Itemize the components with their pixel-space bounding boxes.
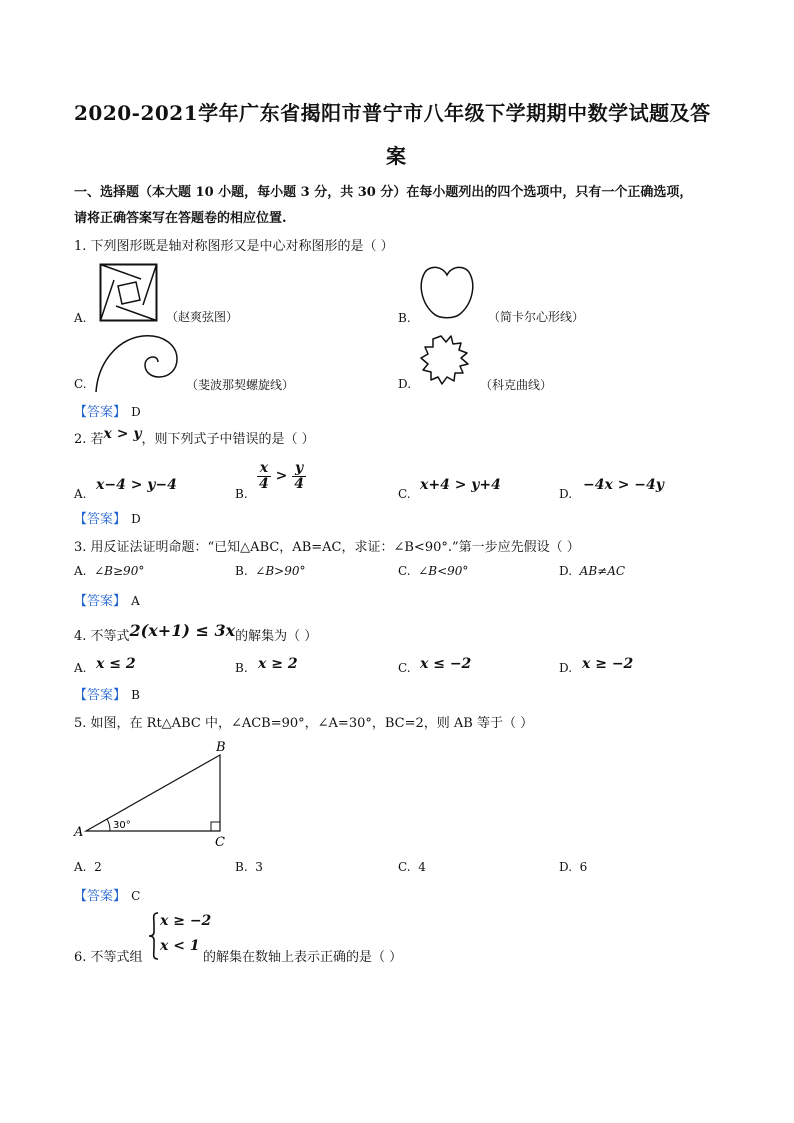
page-title-continued: 案 xyxy=(386,144,407,168)
answer-value: A xyxy=(131,594,140,608)
q2-option-a-letter: A. xyxy=(74,487,87,501)
q3-option-d: D. AB≠AC xyxy=(559,564,626,578)
q4-option-c-expr: x ≤ −2 xyxy=(420,656,472,672)
angle-label: 30° xyxy=(113,820,131,831)
answer-value: B xyxy=(131,688,140,702)
right-triangle-diagram xyxy=(70,738,240,850)
question-4-stem: 4. 不等式2(x+1) ≤ 3x的解集为（ ） xyxy=(74,621,318,644)
q4-option-c-letter: C. xyxy=(398,661,411,675)
q3-option-a: A. ∠B≥90° xyxy=(74,564,145,578)
q4-option-b-expr: x ≥ 2 xyxy=(258,656,298,672)
vertex-label-c: C xyxy=(215,835,225,850)
answer-tag: 【答案】 xyxy=(74,512,127,527)
q1-option-b-letter: B. xyxy=(398,311,411,325)
fibonacci-spiral-diagram xyxy=(95,333,183,393)
question-3-stem: 3. 用反证法证明命题：“已知△ABC，AB=AC，求证：∠B<90°.”第一步应先假设（ ） xyxy=(74,540,580,555)
question-2-stem: 2. 若x > y，则下列式子中错误的是（ ） xyxy=(74,426,315,447)
q3-answer xyxy=(74,590,140,609)
q5-option-b: B. 3 xyxy=(235,860,263,874)
q4-answer xyxy=(74,684,140,703)
koch-curve-diagram xyxy=(418,333,474,389)
answer-tag: 【答案】 xyxy=(74,405,127,420)
vertex-label-b: B xyxy=(216,740,226,755)
question-6-stem-prefix: 6. 不等式组 xyxy=(74,950,143,965)
q4-inequality: 2(x+1) ≤ 3x xyxy=(129,621,236,640)
cardioid-diagram xyxy=(418,262,476,322)
q2-condition: x > y xyxy=(103,426,142,442)
q5-option-c: C. 4 xyxy=(398,860,426,874)
q5-option-a: A. 2 xyxy=(74,860,102,874)
q1-option-d-caption: （科克曲线） xyxy=(480,378,553,392)
vertex-label-a: A xyxy=(74,825,84,840)
q2-option-b-expr: $\frac{x}{4}$ > $\frac{y}{4}$ xyxy=(259,460,304,492)
q2-option-a-expr: x−4 > y−4 xyxy=(96,477,177,493)
q3-option-b: B. ∠B>90° xyxy=(235,564,306,578)
section-header-continued: 请将正确答案写在答题卷的相应位置. xyxy=(74,211,287,226)
q1-option-d-letter: D. xyxy=(398,377,412,391)
q2-option-c-expr: x+4 > y+4 xyxy=(420,477,501,493)
q2-option-c-letter: C. xyxy=(398,487,411,501)
q2-option-d-letter: D. xyxy=(559,487,573,501)
q4-option-a-expr: x ≤ 2 xyxy=(96,656,136,672)
q5-answer xyxy=(74,885,140,904)
q1-option-c-letter: C. xyxy=(74,377,87,391)
question-1-stem: 1. 下列图形既是轴对称图形又是中心对称图形的是（ ） xyxy=(74,239,394,254)
q4-option-b-letter: B. xyxy=(235,661,248,675)
zhao-shuang-diagram xyxy=(99,263,159,323)
q2-option-d-expr: −4x > −4y xyxy=(583,477,664,493)
q4-option-d-letter: D. xyxy=(559,661,573,675)
answer-tag: 【答案】 xyxy=(74,688,127,703)
q1-option-c-caption: （斐波那契螺旋线） xyxy=(186,378,295,392)
q5-option-d: D. 6 xyxy=(559,860,588,874)
q1-option-a-letter: A. xyxy=(74,311,87,325)
q1-option-b-caption: （简卡尔心形线） xyxy=(488,310,585,324)
q1-option-a-caption: （赵爽弦图） xyxy=(166,310,239,324)
q4-option-a-letter: A. xyxy=(74,661,87,675)
q3-option-c: C. ∠B<90° xyxy=(398,564,469,578)
fraction-x-over-4: $\frac{x}{4}$ xyxy=(259,460,269,492)
q6-inequality-line1: x ≥ −2 xyxy=(160,913,212,929)
answer-tag: 【答案】 xyxy=(74,594,127,609)
question-5-stem: 5. 如图，在 Rt△ABC 中，∠ACB=90°，∠A=30°，BC=2，则 AB 等于（ ） xyxy=(74,716,534,731)
answer-tag: 【答案】 xyxy=(74,889,127,904)
q4-option-d-expr: x ≥ −2 xyxy=(582,656,634,672)
fraction-y-over-4: $\frac{y}{4}$ xyxy=(294,460,304,492)
question-6-stem-suffix: 的解集在数轴上表示正确的是（ ） xyxy=(203,950,403,965)
q1-answer xyxy=(74,401,141,420)
q2-answer xyxy=(74,508,141,527)
answer-value: D xyxy=(131,512,141,526)
section-header: 一、选择题（本大题 10 小题，每小题 3 分，共 30 分）在每小题列出的四个选项中，只有一个正确选项， xyxy=(74,185,693,200)
answer-value: C xyxy=(131,889,141,903)
answer-value: D xyxy=(131,405,141,419)
page-title: 2020-2021学年广东省揭阳市普宁市八年级下学期期中数学试题及答 xyxy=(74,101,711,125)
q6-inequality-line2: x < 1 xyxy=(160,938,200,954)
q2-option-b-letter: B. xyxy=(235,487,248,501)
system-brace xyxy=(148,912,160,960)
